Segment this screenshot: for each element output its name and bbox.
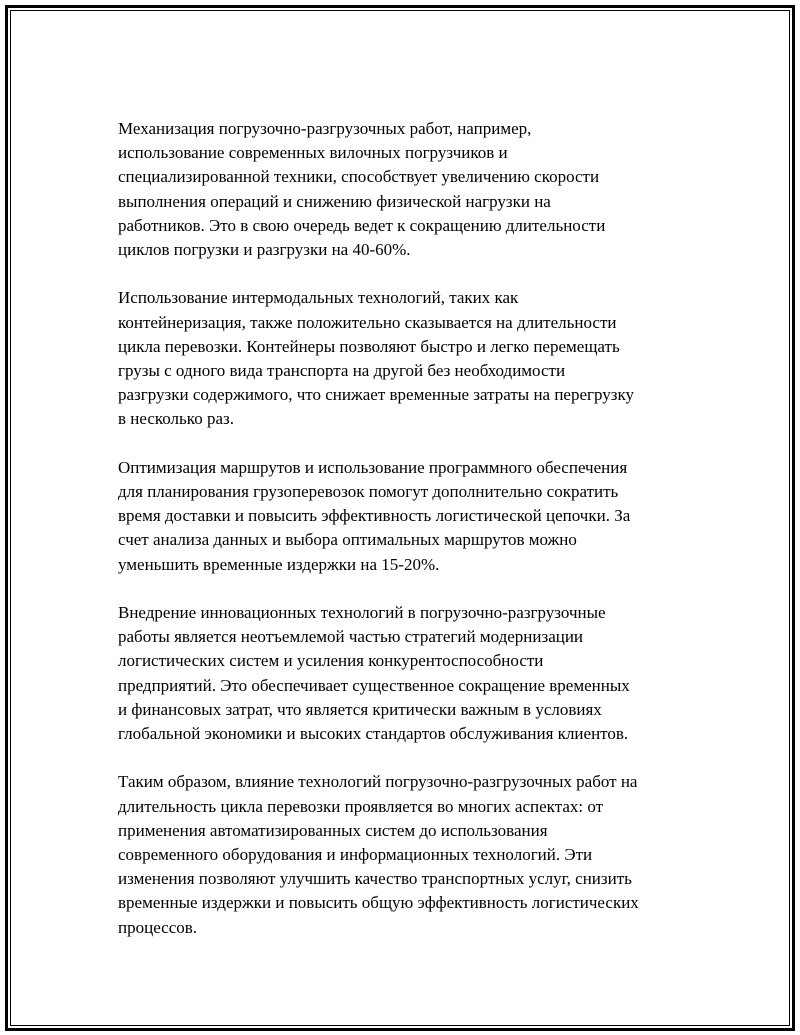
paragraph-conclusion: Таким образом, влияние технологий погрузочно-разгрузочных работ на длительность цикла перевозки проявляется во многих аспектах: от применения автоматизированных систем до использования современного оборудования и информационных технологий. Эти изменения позволяют улучшить качество транспортных услуг, снизить временные издержки и повысить общую эффективность логистических процессов. [118, 772, 639, 937]
paragraph-intermodal: Использование интермодальных технологий, таких как контейнеризация, также положительно сказывается на длительности цикла перевозки. Контейнеры позволяют быстро и легко перемещать грузы с одного вида транспорта на другой без необходимости разгрузки содержимого, что снижает временные затраты на перегрузку в несколько раз. [118, 288, 635, 429]
document-body [118, 117, 698, 940]
paragraph-mechanization: Механизация погрузочно-разгрузочных работ, например, использование современных вилочных погрузчиков и специализированной техники, способствует увеличению скорости выполнения операций и снижению физической нагрузки на работников. Это в свою очередь ведет к сокращению длительности циклов погрузки и разгрузки на 40-60%. [118, 119, 606, 260]
paragraph-route-optimization: Оптимизация маршрутов и использование программного обеспечения для планирования грузоперевозок помогут дополнительно сократить время доставки и повысить эффективность логистической цепочки. За счет анализа данных и выбора оптимальных маршрутов можно уменьшить временные издержки на 15-20%. [118, 457, 631, 574]
paragraph-innovation: Внедрение инновационных технологий в погрузочно-разгрузочные работы является неотъемлемой частью стратегий модернизации логистических систем и усиления конкурентоспособности предприятий. Это обеспечивает существенное сокращение временных и финансовых затрат, что является критически важным в условиях глобальной экономики и высоких стандартов обслуживания клиентов. [118, 603, 630, 744]
